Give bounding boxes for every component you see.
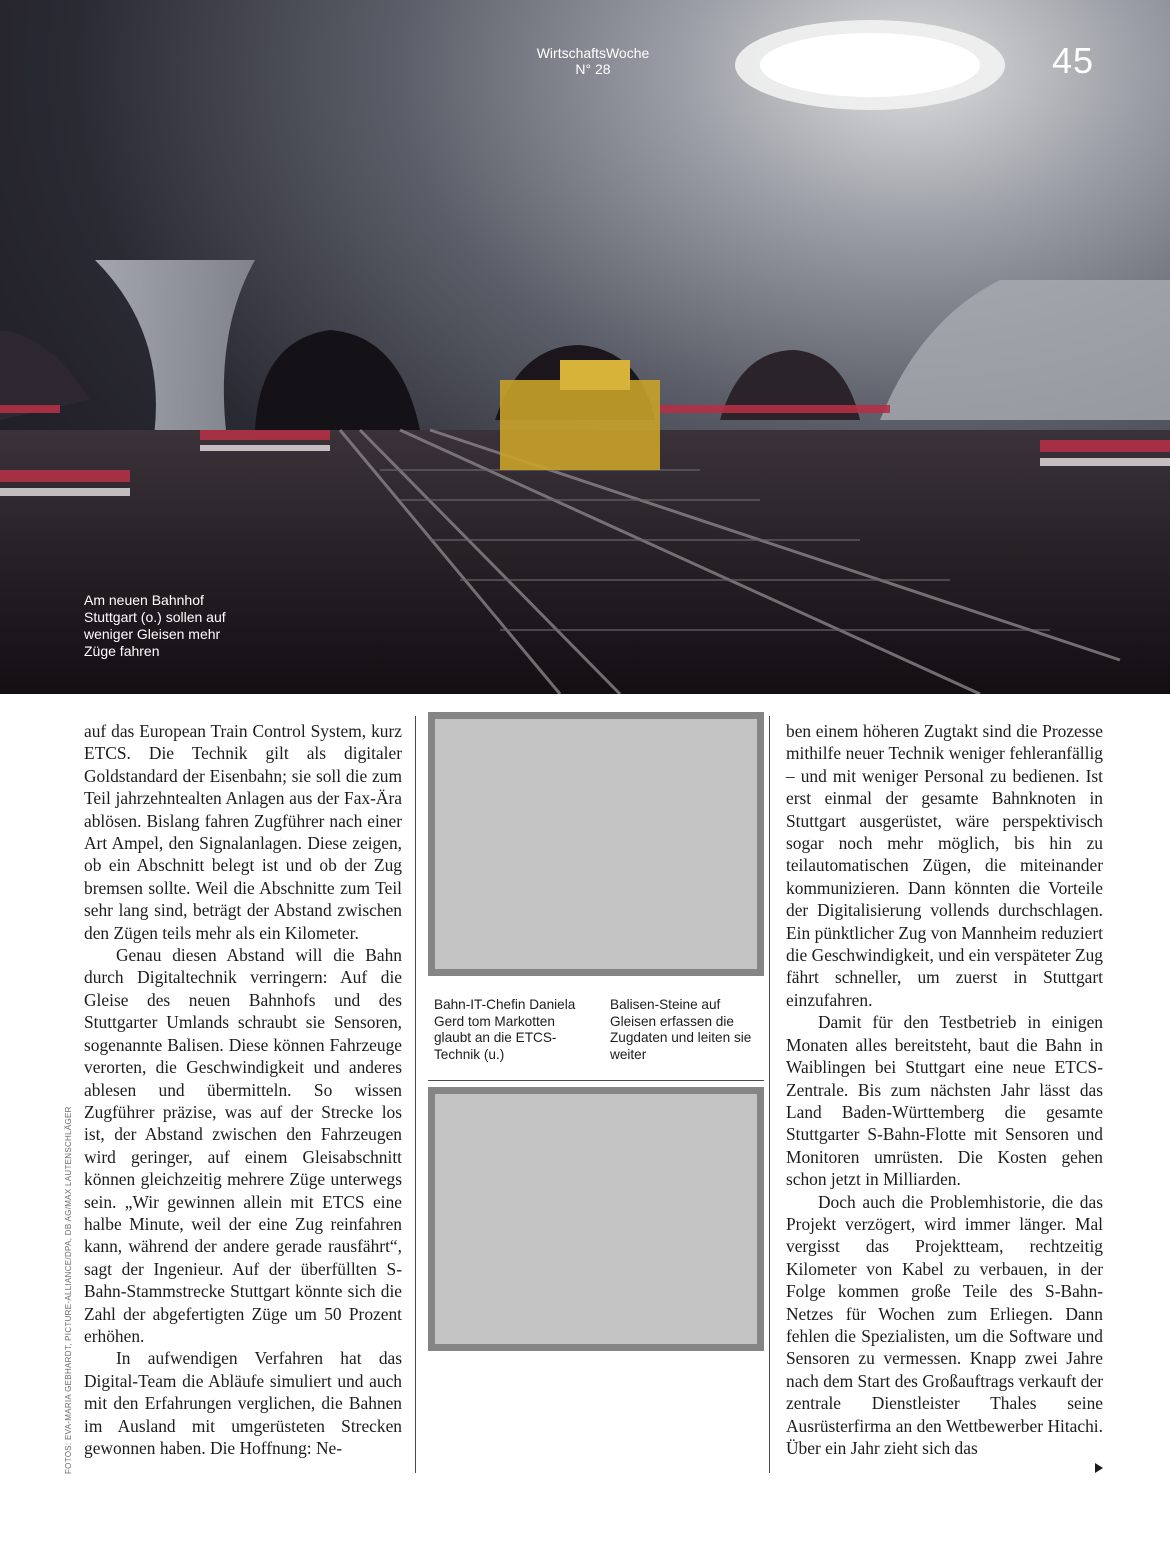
caption-divider xyxy=(428,1080,764,1081)
hero-photo xyxy=(0,0,1170,694)
page-number: 45 xyxy=(1052,40,1095,81)
paragraph: Genau diesen Abstand will die Bahn durch Digitaltechnik verringern: Auf die Gleise des neuen Bahnhofs und des Stuttgarter Umlands schraubt sie Sensoren, sogenannte Balisen. Diese können Fahrzeuge verorten, die Geschwindigkeit und anderes ablesen und übermitteln. So wissen Zugführer präzise, was auf der Strecke los ist, der Abstand zwischen den Fahrzeugen wird geringer, auf einem Gleisabschnitt können gleichzeitig mehrere Züge unterwegs sein. „Wir gewinnen allein mit ETCS eine halbe Minute, weil der eine Zug reinfahren kann, während der andere gerade rausfährt“, sagt der Ingenieur. Auf der überfüllten S-Bahn-Stammstrecke Stuttgart könnte sich die Zahl der abgefertigten Züge um 50 Prozent erhöhen. xyxy=(84,945,402,1346)
issue-number: N° 28 xyxy=(575,61,611,77)
column-divider-right xyxy=(769,716,770,1473)
photo-credit: FOTOS: EVA-MARIA GEBHARDT, PICTURE-ALLIANCE/DPA, DB AG/MAX LAUTENSCHLÄGER xyxy=(64,1106,73,1474)
caption-right: Balisen-Steine auf Gleisen erfassen die Zugdaten und leiten sie weiter xyxy=(610,997,752,1062)
article-column-left xyxy=(84,720,402,1459)
paragraph: Damit für den Testbetrieb in einigen Monaten alles bereitsteht, baut die Bahn in Waiblingen bei Stuttgart eine neue ETCS-Zentrale. Bis zum nächsten Jahr lässt das Land Baden-Württemberg die gesamte Stuttgarter S-Bahn-Flotte mit Sensoren und Monitoren umrüsten. Die Kosten gehen schon jetzt in Milliarden. xyxy=(786,1012,1103,1190)
column-divider-left xyxy=(415,716,416,1473)
hero-caption: Am neuen Bahnhof Stuttgart (o.) sollen auf weniger Gleisen mehr Züge fahren xyxy=(84,592,226,659)
masthead xyxy=(520,45,666,77)
station-illustration xyxy=(0,0,1170,694)
article-column-right xyxy=(786,720,1103,1459)
photo-it-chefin xyxy=(428,712,764,976)
paragraph: auf das European Train Control System, kurz ETCS. Die Technik gilt als digitaler Goldstandard der Eisenbahn; sie soll die zum Teil jahrzehntealten Anlagen aus der Fax-Ära ablösen. Bislang fahren Zugführer nach einer Art Ampel, den Signalanlagen. Diese zeigen, ob ein Abschnitt belegt ist und ob der Zug bremsen sollte. Weil die Abschnitte zum Teil sehr lang sind, beträgt der Abstand zwischen den Zügen teils mehr als ein Kilometer. xyxy=(84,721,402,943)
continue-arrow-icon xyxy=(1095,1463,1103,1473)
paragraph: ben einem höheren Zugtakt sind die Prozesse mithilfe neuer Technik weniger fehleranfällig – und mit weniger Personal zu bedienen. Ist erst einmal der gesamte Bahnknoten in Stuttgart ausgerüstet, wäre perspektivisch sogar noch mehr möglich, bis hin zu teilautomatischen Zügen, die miteinander kommunizieren. Dann könnten die Vorteile der Digitalisierung vollends durchschlagen. Ein pünktlicher Zug von Mannheim reduziert die Geschwindigkeit, und ein verspäteter Zug fährt schneller, um zuerst in Stuttgart einzufahren. xyxy=(786,721,1103,1010)
photo-balisen xyxy=(428,1087,764,1351)
magazine-name: WirtschaftsWoche xyxy=(536,45,650,61)
caption-left: Bahn-IT-Chefin Daniela Gerd tom Markotten glaubt an die ETCS-Technik (u.) xyxy=(434,997,576,1062)
paragraph: In aufwendigen Verfahren hat das Digital-Team die Abläufe simuliert und auch mit den Erfahrungen verglichen, die Bahnen im Ausland mit umgerüsteten Strecken gewonnen haben. Die Hoffnung: Ne- xyxy=(84,1348,402,1458)
paragraph: Doch auch die Problemhistorie, die das Projekt verzögert, wird immer länger. Mal vergisst das Projektteam, rechtzeitig Kilometer von Kabel zu verbauen, in der Folge kommen große Teile des S-Bahn-Netzes für Wochen zum Erliegen. Dann fehlen die Spezialisten, um die Software und Sensoren zu vermessen. Knapp zwei Jahre nach dem Start des Großauftrags verkauft der zentrale Dienstleister Thales seine Ausrüsterfirma an den Wettbewerber Hitachi. Über ein Jahr zieht sich das xyxy=(786,1191,1103,1458)
